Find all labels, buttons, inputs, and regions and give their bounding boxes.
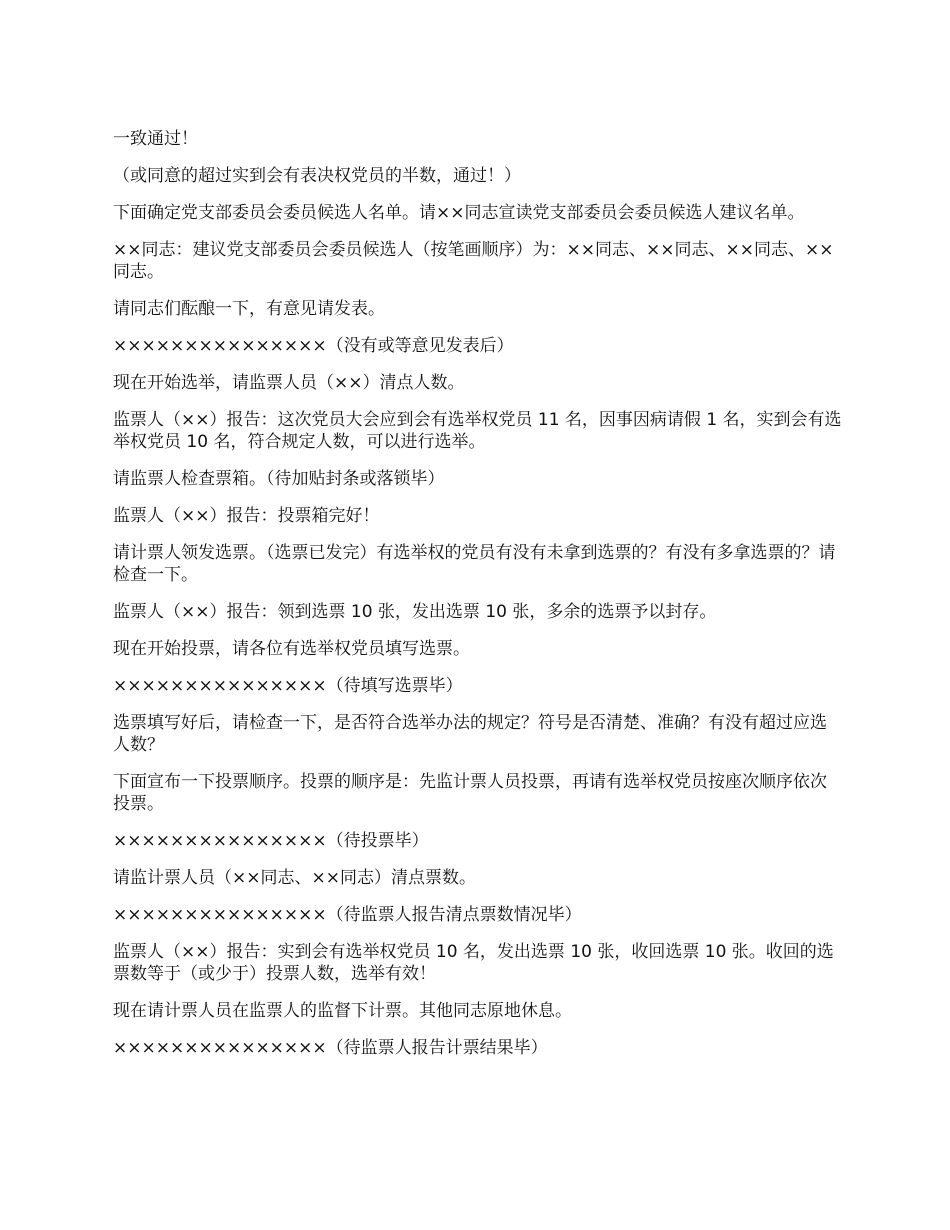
paragraph: 监票人（××）报告：实到会有选举权党员 10 名，发出选票 10 张，收回选票 10 张。收回的选票数等于（或少于）投票人数，选举有效！: [113, 942, 834, 984]
paragraph: 请监计票人员（××同志、××同志）清点票数。: [113, 868, 476, 888]
paragraph: 请计票人领发选票。（选票已发完）有选举权的党员有没有未拿到选票的？有没有多拿选票的？请检查一下。: [113, 543, 836, 585]
paragraph: ×××××××××××××××（待投票毕）: [113, 831, 429, 851]
paragraph: 请同志们酝酿一下，有意见请发表。: [113, 299, 385, 319]
paragraph: ×××××××××××××××（待填写选票毕）: [113, 676, 463, 696]
paragraph: 监票人（××）报告：领到选票 10 张，发出选票 10 张，多余的选票予以封存。: [113, 602, 717, 622]
paragraph: （或同意的超过实到会有表决权党员的半数，通过！）: [113, 166, 521, 186]
paragraph: 现在请计票人员在监票人的监督下计票。其他同志原地休息。: [113, 1001, 572, 1021]
paragraph: ××同志：建议党支部委员会委员候选人（按笔画顺序）为：××同志、××同志、××同志、××同志。: [113, 240, 834, 282]
paragraph: 现在开始选举，请监票人员（××）清点人数。: [113, 373, 465, 393]
paragraph: 监票人（××）报告：投票箱完好！: [113, 506, 380, 526]
document-page: [113, 128, 843, 1074]
paragraph: 下面确定党支部委员会委员候选人名单。请××同志宣读党支部委员会委员候选人建议名单。: [113, 203, 805, 223]
paragraph: ×××××××××××××××（待监票人报告计票结果毕）: [113, 1038, 548, 1058]
paragraph: 现在开始投票，请各位有选举权党员填写选票。: [113, 639, 470, 659]
paragraph: 请监票人检查票箱。（待加贴封条或落锁毕）: [113, 469, 445, 489]
paragraph: 下面宣布一下投票顺序。投票的顺序是：先监计票人员投票，再请有选举权党员按座次顺序依次投票。: [113, 772, 827, 814]
paragraph: 选票填写好后，请检查一下，是否符合选举办法的规定？符号是否清楚、准确？有没有超过应选人数？: [113, 713, 827, 755]
paragraph: ×××××××××××××××（待监票人报告清点票数情况毕）: [113, 905, 582, 925]
paragraph: 监票人（××）报告：这次党员大会应到会有选举权党员 11 名，因事因病请假 1 名，实到会有选举权党员 10 名，符合规定人数，可以进行选举。: [113, 410, 842, 452]
paragraph: 一致通过！: [113, 129, 198, 149]
paragraph: ×××××××××××××××（没有或等意见发表后）: [113, 336, 514, 356]
